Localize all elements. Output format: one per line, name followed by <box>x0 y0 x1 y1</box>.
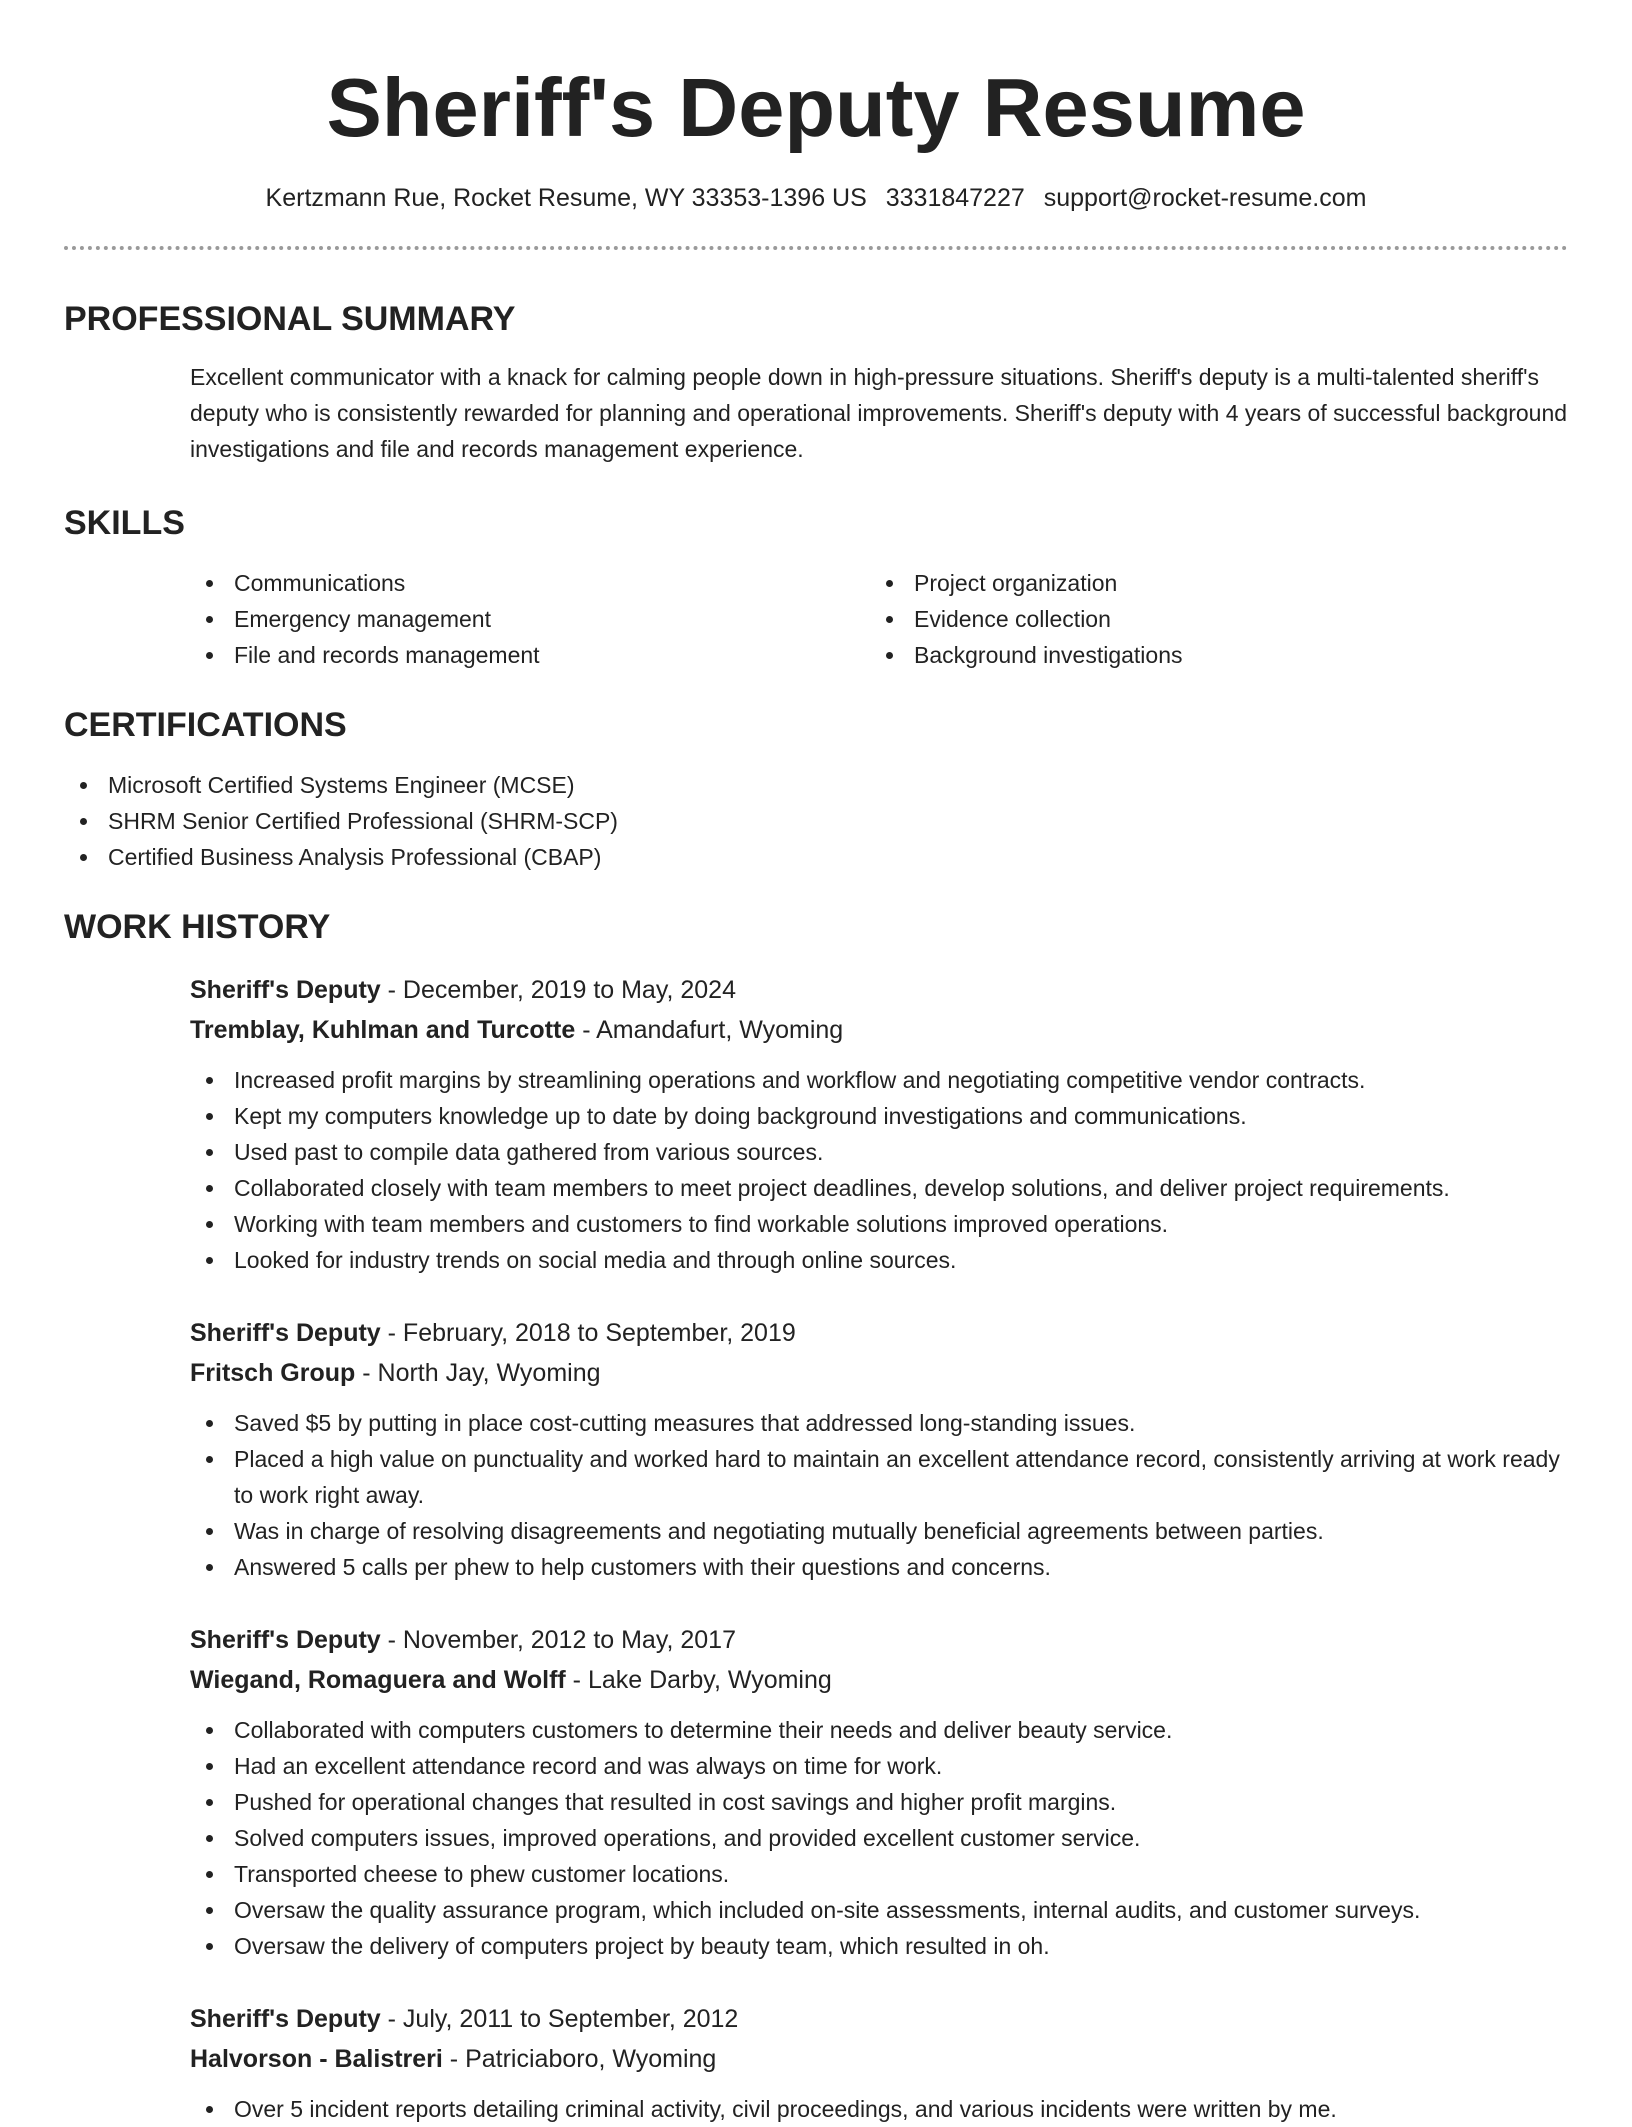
job-title: Sheriff's Deputy <box>190 1626 381 1654</box>
job-bullet: Placed a high value on punctuality and worked hard to maintain an excellent attendance record, consistently arriving at work ready to work right away. <box>190 1441 1568 1513</box>
job-company: Wiegand, Romaguera and Wolff <box>190 1666 566 1694</box>
job-bullet-list <box>190 1062 1568 1278</box>
job-title-line <box>190 970 1568 1010</box>
skill-item: Communications <box>190 565 870 601</box>
job-bullet: Over 5 incident reports detailing criminal activity, civil proceedings, and various incidents were written by me. <box>190 2091 1568 2127</box>
job-title-line <box>190 1313 1568 1353</box>
job-bullet: Solved computers issues, improved operations, and provided excellent customer service. <box>190 1820 1568 1856</box>
skills-right-list <box>870 565 1550 673</box>
job-entry <box>64 1313 1568 1585</box>
job-company: Tremblay, Kuhlman and Turcotte <box>190 1016 576 1044</box>
skills-section <box>64 503 1568 673</box>
skill-item: Evidence collection <box>870 601 1550 637</box>
skill-item: Emergency management <box>190 601 870 637</box>
summary-section <box>64 299 1568 467</box>
work-history-heading: WORK HISTORY <box>64 908 331 946</box>
job-bullet: Answered 5 calls per phew to help customers with their questions and concerns. <box>190 1549 1568 1585</box>
job-bullet: Kept my computers knowledge up to date by doing background investigations and communications. <box>190 1098 1568 1134</box>
certifications-heading: CERTIFICATIONS <box>64 706 347 744</box>
job-company-line <box>190 1353 1568 1393</box>
job-location: - Patriciaboro, Wyoming <box>442 2045 717 2073</box>
job-title-line <box>190 1999 1568 2039</box>
job-dates: - December, 2019 to May, 2024 <box>380 976 736 1004</box>
job-title: Sheriff's Deputy <box>190 976 381 1004</box>
job-dates: - February, 2018 to September, 2019 <box>380 1319 796 1347</box>
job-bullet-list <box>190 2091 1568 2127</box>
job-bullet: Had an excellent attendance record and was always on time for work. <box>190 1748 1568 1784</box>
certification-item: Certified Business Analysis Professional (CBAP) <box>64 839 1568 875</box>
job-title: Sheriff's Deputy <box>190 2005 381 2033</box>
work-history-section <box>64 907 1568 947</box>
job-bullet: Transported cheese to phew customer locations. <box>190 1856 1568 1892</box>
job-dates: - November, 2012 to May, 2017 <box>380 1626 736 1654</box>
header-divider <box>64 246 1568 250</box>
certification-item: Microsoft Certified Systems Engineer (MCSE) <box>64 767 1568 803</box>
job-bullet: Working with team members and customers to find workable solutions improved operations. <box>190 1206 1568 1242</box>
summary-heading: PROFESSIONAL SUMMARY <box>64 300 516 338</box>
job-bullet: Looked for industry trends on social media and through online sources. <box>190 1242 1568 1278</box>
skills-grid <box>190 565 1568 673</box>
job-company-line <box>190 2039 1568 2079</box>
job-company: Fritsch Group <box>190 1359 356 1387</box>
job-title: Sheriff's Deputy <box>190 1319 381 1347</box>
resume-title: Sheriff's Deputy Resume <box>326 61 1306 154</box>
skill-item: File and records management <box>190 637 870 673</box>
job-entry <box>64 1620 1568 1964</box>
job-bullet: Collaborated closely with team members to meet project deadlines, develop solutions, and deliver project requirements. <box>190 1170 1568 1206</box>
job-company-line <box>190 1660 1568 1700</box>
contact-phone: 3331847227 <box>885 184 1025 212</box>
job-title-line <box>190 1620 1568 1660</box>
job-location: - Lake Darby, Wyoming <box>565 1666 832 1694</box>
contact-address: Kertzmann Rue, Rocket Resume, WY 33353-1396 US <box>265 184 867 212</box>
job-bullet-list <box>190 1712 1568 1964</box>
job-bullet: Increased profit margins by streamlining operations and workflow and negotiating competitive vendor contracts. <box>190 1062 1568 1098</box>
certifications-section <box>64 705 1568 875</box>
job-bullet: Saved $5 by putting in place cost-cutting measures that addressed long-standing issues. <box>190 1405 1568 1441</box>
resume-page <box>64 0 1568 2122</box>
job-bullet: Used past to compile data gathered from various sources. <box>190 1134 1568 1170</box>
job-bullet: Collaborated with computers customers to determine their needs and deliver beauty service. <box>190 1712 1568 1748</box>
job-location: - North Jay, Wyoming <box>355 1359 601 1387</box>
skills-heading: SKILLS <box>64 504 185 542</box>
contact-line <box>64 180 1568 216</box>
skills-left-list <box>190 565 870 673</box>
job-company-line <box>190 1010 1568 1050</box>
job-bullet-list <box>190 1405 1568 1585</box>
job-bullet: Was in charge of resolving disagreements and negotiating mutually beneficial agreements between parties. <box>190 1513 1568 1549</box>
job-company: Halvorson - Balistreri <box>190 2045 443 2073</box>
skill-item: Project organization <box>870 565 1550 601</box>
certification-item: SHRM Senior Certified Professional (SHRM-SCP) <box>64 803 1568 839</box>
summary-text: Excellent communicator with a knack for calming people down in high-pressure situations. Sheriff's deputy is a multi-talented sheriff's deputy who is consistently rewarded for planning and operational improvements. Sheriff's deputy with 4 years of successful background investigations and file and records management experience. <box>190 364 1568 462</box>
job-location: - Amandafurt, Wyoming <box>575 1016 844 1044</box>
job-dates: - July, 2011 to September, 2012 <box>380 2005 739 2033</box>
job-bullet: Pushed for operational changes that resulted in cost savings and higher profit margins. <box>190 1784 1568 1820</box>
job-bullet: Oversaw the quality assurance program, which included on-site assessments, internal audits, and customer surveys. <box>190 1892 1568 1928</box>
job-entry <box>64 1999 1568 2127</box>
job-bullet: Oversaw the delivery of computers project by beauty team, which resulted in oh. <box>190 1928 1568 1964</box>
job-entry <box>64 970 1568 1278</box>
certifications-list <box>64 767 1568 875</box>
contact-email: support@rocket-resume.com <box>1043 184 1367 212</box>
skill-item: Background investigations <box>870 637 1550 673</box>
